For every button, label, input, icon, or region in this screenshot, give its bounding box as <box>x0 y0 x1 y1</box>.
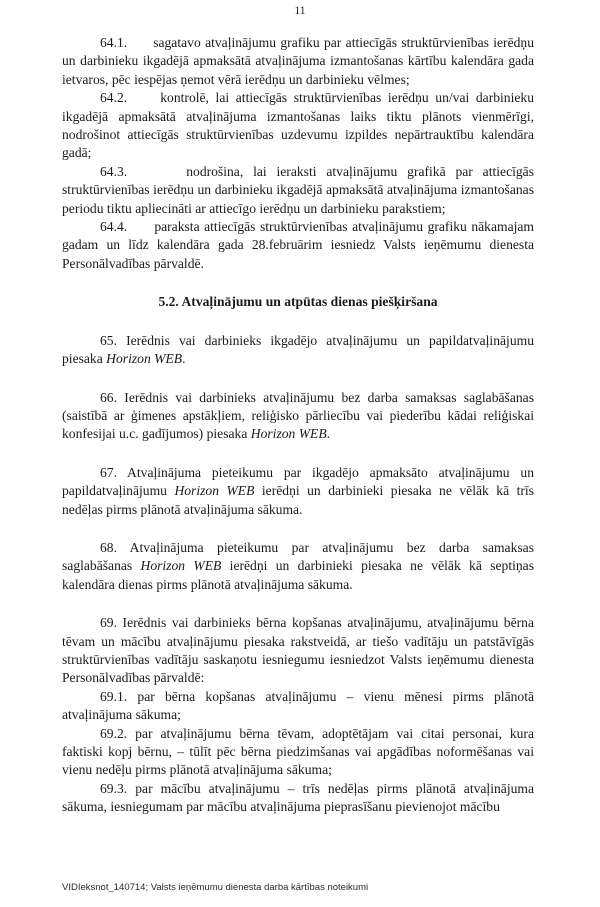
paragraph-65 <box>62 332 534 369</box>
document-body <box>62 34 534 817</box>
paragraph-text: 68. Atvaļinājuma pieteikumu par atvaļinājumu bez darba samaksas saglabāšanas <box>62 539 534 574</box>
paragraph-text: 65. Ierēdnis vai darbinieks ikgadējo atvaļinājumu un papildatvaļinājumu piesaka <box>62 332 534 367</box>
item-number: 64.4. <box>100 219 128 235</box>
list-item-64-2 <box>62 89 534 163</box>
list-item-64-4 <box>62 218 534 273</box>
list-item-69-3 <box>62 780 534 817</box>
paragraph-text: 67. Atvaļinājuma pieteikumu par ikgadējo apmaksāto atvaļinājumu un papildatvaļinājumu <box>62 464 534 499</box>
item-text: paraksta attiecīgās struktūrvienības atvaļinājumu grafiku nākamajam gadam un līdz kalendāra gada 28.februārim iesniedz Valsts ieņēmumu dienesta Personālvadības pārvaldē. <box>62 219 534 271</box>
paragraph-66 <box>62 389 534 444</box>
item-text: par atvaļinājumu bērna tēvam, adoptētājam vai citai personai, kura faktiski kopj bērnu, – tūlīt pēc bērna piedzimšanas vai apgādības noformēšanas vai vienu nedēļu pirms plānotā atvaļinājuma sākuma; <box>62 725 534 778</box>
item-text: par bērna kopšanas atvaļinājumu – vienu mēnesi pirms plānotā atvaļinājuma sākuma; <box>62 688 535 723</box>
section-heading: 5.2. Atvaļinājumu un atpūtas dienas piešķiršana <box>158 294 438 310</box>
system-name: Horizon WEB <box>106 351 183 367</box>
paragraph-68 <box>62 539 534 594</box>
system-name: Horizon WEB <box>140 558 222 574</box>
list-item-69-2 <box>62 725 534 780</box>
system-name: Horizon WEB <box>174 483 255 499</box>
list-item-64-1 <box>62 34 534 89</box>
item-number: 64.1. <box>100 35 128 50</box>
item-number: 69.3. <box>100 780 128 796</box>
list-item-64-3 <box>62 163 534 218</box>
paragraph-text: . <box>182 351 186 367</box>
page-number: 11 <box>294 5 306 17</box>
item-text: nodrošina, lai ieraksti atvaļinājumu grafikā par attiecīgās struktūrvienības ierēdņu un darbinieku ikgadējā apmaksātā atvaļinājuma izmantošanas periodu tiktu apliecināti ar attiecīgo ierēdņu un darbinieku parakstiem; <box>62 163 534 216</box>
item-text: par mācību atvaļinājumu – trīs nedēļas pirms plānotā atvaļinājuma sākuma, iesniegumam par mācību atvaļinājuma pieprasīšanu pievienojot mācību <box>62 780 534 815</box>
item-text: sagatavo atvaļinājumu grafiku par attiecīgās struktūrvienības ierēdņu un darbinieku ikgadējā apmaksātā atvaļinājuma izmantošanas kārtību kalendāra gada ietvaros, pēc iespējas ņemot vērā ierēdņu un darbinieku vēlmes; <box>62 35 534 87</box>
item-number: 69.2. <box>100 725 128 741</box>
system-name: Horizon WEB <box>250 426 327 442</box>
paragraph-69: 69. Ierēdnis vai darbinieks bērna kopšanas atvaļinājumu, atvaļinājumu bērna tēvam un mācību atvaļinājumu piesaka rakstveidā, ar tiešo vadītāju un patstāvīgās struktūrvienības vadītāju saskaņotu iesniegumu iesniedzot Valsts ieņēmumu dienesta Personālvadības pārvaldē: <box>62 615 534 686</box>
item-text: kontrolē, lai attiecīgās struktūrvienības ierēdņu un/vai darbinieku ikgadējā apmaksātā atvaļinājuma izmantošanas laiks tiktu plānots vienmērīgi, nodrošinot attiecīgās struktūrvienības uzdevumu izpildes nepārtrauktību kalendāra gadā; <box>62 90 534 161</box>
item-number: 69.1. <box>100 688 128 704</box>
paragraph-text: ierēdņi un darbinieki piesaka ne vēlāk kā trīs nedēļas pirms plānotā atvaļinājuma sākuma. <box>62 483 534 517</box>
list-item-69-1 <box>62 688 534 725</box>
item-number: 64.2. <box>100 90 128 106</box>
page-footer: VIDIeksnot_140714; Valsts ieņēmumu dienesta darba kārtības noteikumi <box>62 882 369 893</box>
paragraph-text: ierēdņi un darbinieki piesaka ne vēlāk kā septiņas kalendāra dienas pirms plānotā atvaļinājuma sākuma. <box>62 558 534 592</box>
paragraph-67 <box>62 464 534 519</box>
item-number: 64.3. <box>100 163 128 179</box>
paragraph-text: 66. Ierēdnis vai darbinieks atvaļinājumu bez darba samaksas saglabāšanas (saistībā ar ģimenes apstākļiem, reliģisko pārliecību vai piederību kādai reliģiskai konfesijai u.c. gadījumos) piesaka <box>62 389 534 442</box>
paragraph-text: . <box>326 426 331 442</box>
